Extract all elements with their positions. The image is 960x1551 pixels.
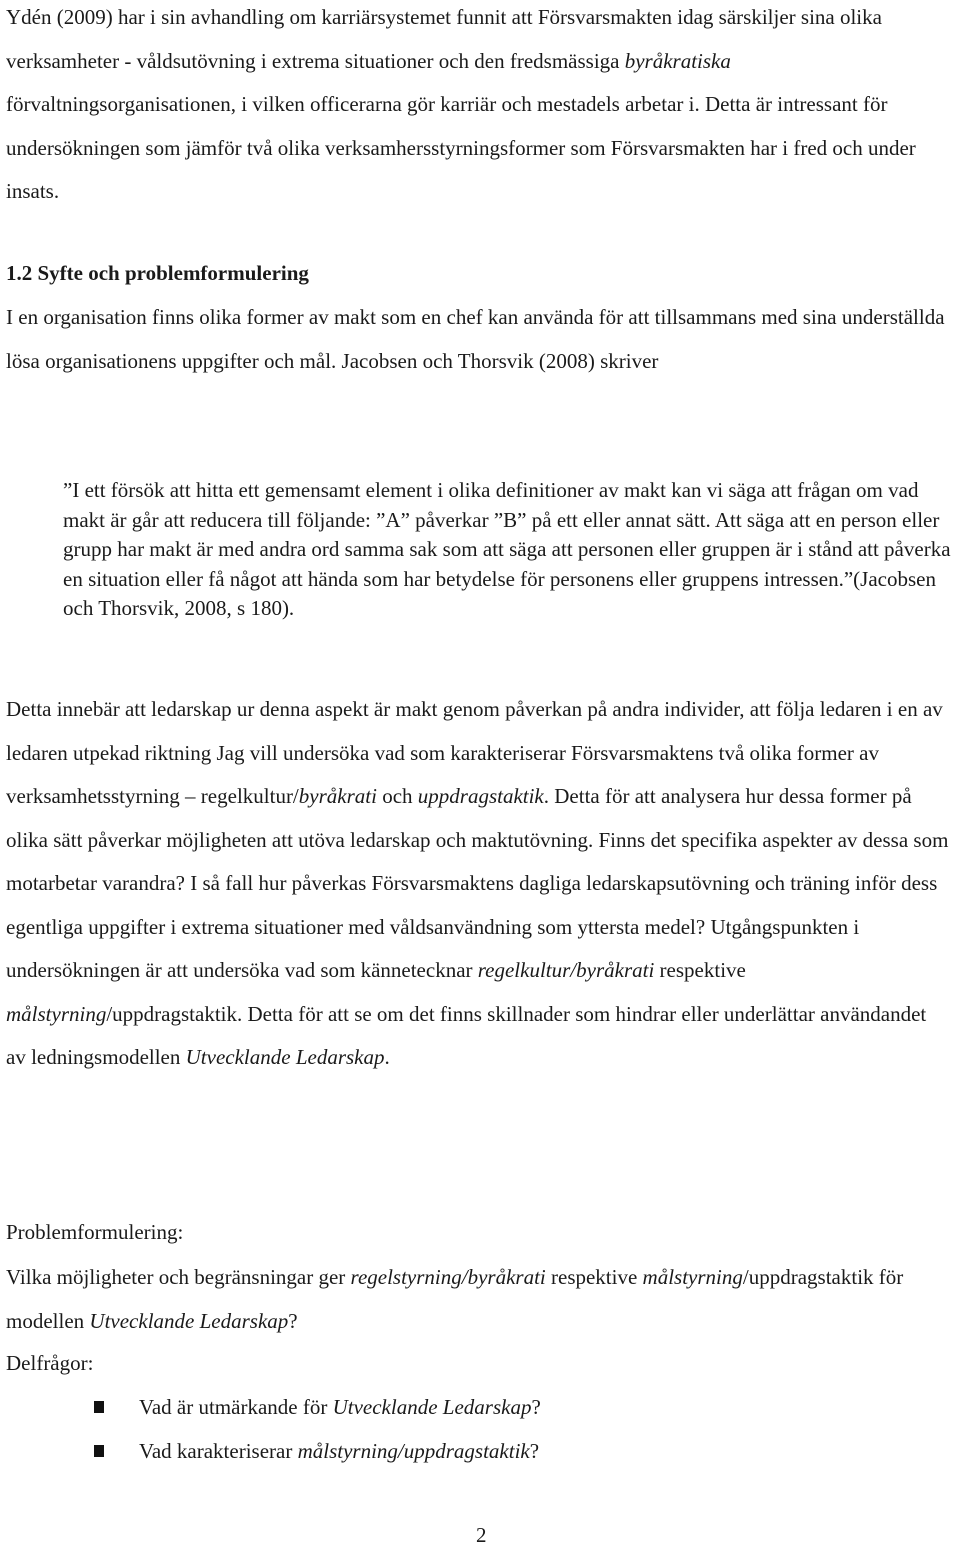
text-run: . Detta för att analysera hur dessa former på olika sätt påverkar möjligheten att utöva ledarskap och maktutövning. Finns det specifika aspekter av dessa som motarbetar varandra? I så fall hur påverkas Försvarsmaktens dagliga ledarskapsutövning och träning inför dess egentliga uppgifter i extrema situationer med våldsanvändning som yttersta medel? Utgångspunkten i undersökningen är att undersöka vad som kännetecknar (6, 784, 949, 982)
text-run: . (384, 1045, 390, 1069)
subquestions-label: Delfrågor: (6, 1351, 94, 1375)
text-run: Detta innebär att ledarskap ur denna aspekt är makt genom påverkan på andra individer, att följa ledaren i en av ledaren utpekad riktning Jag vill undersöka vad som karakteriserar Försvarsmaktens två olika former av verksamhetsstyrning – regelkultur/ (6, 697, 943, 808)
text-run: respektive (654, 958, 746, 982)
problem-statement (6, 1256, 951, 1343)
purpose-paragraph: I en organisation finns olika former av makt som en chef kan använda för att tillsammans med sina underställda lösa organisationens uppgifter och mål. Jacobsen och Thorsvik (2008) skriver (6, 305, 945, 373)
text-run: /uppdragstaktik. Detta för att se om det finns skillnader som hindrar eller underlättar användandet av ledningsmodellen (6, 1001, 927, 1069)
square-bullet-icon (94, 1445, 104, 1457)
section-heading: 1.2 Syfte och problemformulering (6, 261, 309, 285)
italic-run: målstyrning (6, 1001, 107, 1026)
problem-label: Problemformulering: (6, 1220, 184, 1244)
text-run: /uppdragstaktik för modellen (6, 1265, 904, 1333)
italic-run: byråkrati (298, 784, 377, 808)
text-run: ? (288, 1308, 298, 1333)
text-run: ? (531, 1395, 541, 1419)
italic-run: målstyrning (642, 1265, 743, 1289)
page-number: 2 (476, 1523, 487, 1547)
text-run: respektive (545, 1265, 643, 1289)
analysis-paragraph (6, 688, 951, 1080)
italic-run: Utvecklande Ledarskap (332, 1395, 532, 1419)
italic-run: regelkultur/byråkrati (477, 958, 655, 982)
italic-run: uppdragstaktik (417, 784, 544, 808)
text-run: Vad är utmärkande för (139, 1395, 333, 1419)
square-bullet-icon (94, 1401, 104, 1413)
italic-run: Utvecklande Ledarskap (89, 1308, 289, 1333)
text-run: Vad karakteriserar (139, 1438, 298, 1463)
block-quote: ”I ett försök att hitta ett gemensamt element i olika definitioner av makt kan vi säga att frågan om vad makt är går att reducera till följande: ”A” påverkar ”B” på ett eller annat sätt. Att säga att en person eller grupp har makt är med andra ord samma sak som att säga att personen eller gruppen är i stånd att påverka en situation eller få något att hända som har betydelse för personens eller gruppens intressen.”(Jacobsen och Thorsvik, 2008, s 180). (63, 478, 951, 620)
text-run: förvaltningsorganisationen, i vilken officerarna gör karriär och mestadels arbetar i. Detta är intressant för undersökningen som jämför två olika verksamhersstyrningsformer som Försvarsmakten har i fred och under insats. (6, 92, 916, 203)
text-run: ? (529, 1438, 540, 1463)
italic-run: regelstyrning/byråkrati (350, 1265, 546, 1289)
italic-run: byråkratiska (624, 48, 731, 73)
text-run: Vilka möjligheter och begränsningar ger (6, 1265, 351, 1289)
text-run: Ydén (2009) har i sin avhandling om karriärsystemet funnit att Försvarsmakten idag särskiljer sina olika verksamheter - våldsutövning i extrema situationer och den fredsmässiga (6, 5, 882, 73)
list-item (6, 1386, 951, 1430)
text-run: och (376, 784, 418, 808)
subquestions-list (6, 1386, 951, 1473)
italic-run: Utvecklande Ledarskap (185, 1045, 385, 1069)
list-item (6, 1430, 951, 1474)
italic-run: målstyrning/uppdragstaktik (297, 1438, 530, 1463)
intro-paragraph (6, 0, 951, 214)
